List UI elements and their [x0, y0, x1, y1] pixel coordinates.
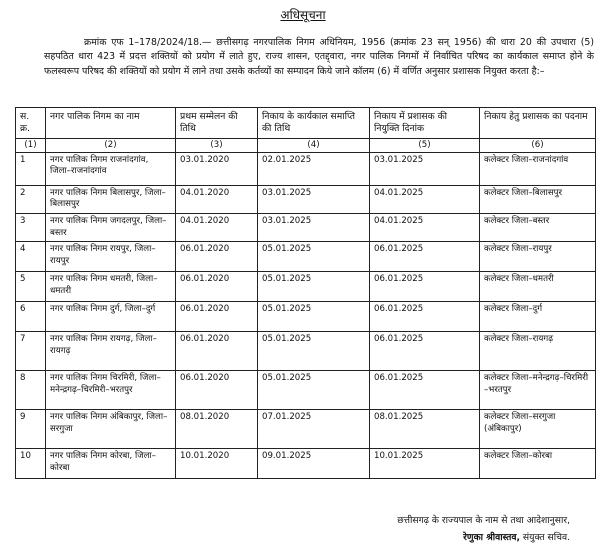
signatory-title: संयुक्त सचिव.: [520, 532, 570, 543]
row-appointment-date: 03.01.2025: [370, 152, 480, 185]
signature-block: [463, 530, 570, 543]
column-number: (6): [480, 138, 596, 152]
column-number: (3): [176, 138, 258, 152]
row-appointment-date: 06.01.2025: [370, 272, 480, 302]
row-first-meeting: 10.01.2020: [176, 449, 258, 479]
row-corporation-name: नगर पालिक निगम रायगढ़, जिला–रायगढ़: [46, 332, 176, 371]
column-number: (2): [46, 138, 176, 152]
row-appointment-date: 08.01.2025: [370, 410, 480, 449]
header-appointment-date: निकाय में प्रशासक की नियुक्ति दिनांक: [370, 108, 480, 139]
row-term-end: 03.01.2025: [258, 185, 370, 213]
row-appointment-date: 04.01.2025: [370, 185, 480, 213]
row-term-end: 05.01.2025: [258, 332, 370, 371]
table-row: [16, 242, 596, 272]
row-designation: कलेक्टर जिला–दुर्ग: [480, 302, 596, 332]
row-first-meeting: 06.01.2020: [176, 242, 258, 272]
row-corporation-name: नगर पालिक निगम चिरमिरी, जिला–मनेन्द्रगढ़–चिरमिरी–भरतपुर: [46, 371, 176, 410]
row-term-end: 05.01.2025: [258, 302, 370, 332]
row-first-meeting: 04.01.2020: [176, 214, 258, 242]
row-first-meeting: 06.01.2020: [176, 332, 258, 371]
row-first-meeting: 06.01.2020: [176, 371, 258, 410]
row-first-meeting: 06.01.2020: [176, 272, 258, 302]
row-designation: कलेक्टर जिला–मनेन्द्रगढ़–चिरमिरी –भरतपुर: [480, 371, 596, 410]
authority-line: छत्तीसगढ़ के राज्यपाल के नाम से तथा आदेशानुसार,: [397, 515, 570, 526]
notification-intro: क्रमांक एफ 1–178/2024/18.— छत्तीसगढ़ नगरपालिक निगम अधिनियम, 1956 (क्रमांक 23 सन् 1956) की धारा 20 की उपधारा (5) सहपठित धारा 423 में प्रदत्त शक्तियों को प्रयोग में लाते हुए, राज्य शासन, एतद्द्वारा, नगर पालिक निगमों में निर्वाचित परिषद का कार्यकाल समाप्त होने के फलस्वरूप परिषद की शक्तियों को प्रयोग में लाने तथा उसके कर्तव्यों का सम्पादन किये जाने कॉलम (6) में वर्णित अनुसार प्रशासक नियुक्त करता है:–: [44, 37, 594, 77]
row-designation: कलेक्टर जिला–बस्तर: [480, 214, 596, 242]
row-corporation-name: नगर पालिक निगम अंबिकापुर, जिला–सरगुजा: [46, 410, 176, 449]
row-appointment-date: 10.01.2025: [370, 449, 480, 479]
row-corporation-name: नगर पालिक निगम रायपुर, जिला–रायपुर: [46, 242, 176, 272]
row-serial: 3: [16, 214, 46, 242]
header-corporation-name: नगर पालिक निगम का नाम: [46, 108, 176, 139]
column-number: (5): [370, 138, 480, 152]
row-serial: 10: [16, 449, 46, 479]
row-serial: 5: [16, 272, 46, 302]
table-row: [16, 449, 596, 479]
row-appointment-date: 06.01.2025: [370, 242, 480, 272]
row-corporation-name: नगर पालिक निगम कोरबा, जिला–कोरबा: [46, 449, 176, 479]
administrator-table: [15, 107, 596, 479]
row-designation: कलेक्टर जिला–राजनांदगांव: [480, 152, 596, 185]
row-appointment-date: 06.01.2025: [370, 371, 480, 410]
table-row: [16, 410, 596, 449]
row-designation: कलेक्टर जिला–रायगढ़: [480, 332, 596, 371]
table-row: [16, 332, 596, 371]
signatory-name: रेणुका श्रीवास्तव,: [463, 532, 520, 543]
row-corporation-name: नगर पालिक निगम जगदलपुर, जिला–बस्तर: [46, 214, 176, 242]
table-header-row: [16, 108, 596, 139]
header-serial: स. क्र.: [16, 108, 46, 139]
row-serial: 6: [16, 302, 46, 332]
row-term-end: 07.01.2025: [258, 410, 370, 449]
row-serial: 7: [16, 332, 46, 371]
row-corporation-name: नगर पालिक निगम राजनांदगांव, जिला–राजनांदगांव: [46, 152, 176, 185]
row-designation: कलेक्टर जिला–धमतरी: [480, 272, 596, 302]
row-first-meeting: 08.01.2020: [176, 410, 258, 449]
row-corporation-name: नगर पालिक निगम धमतरी, जिला–धमतरी: [46, 272, 176, 302]
row-term-end: 05.01.2025: [258, 371, 370, 410]
header-designation: निकाय हेतु प्रशासक का पदनाम: [480, 108, 596, 139]
header-first-meeting: प्रथम सम्मेलन की तिथि: [176, 108, 258, 139]
row-term-end: 05.01.2025: [258, 272, 370, 302]
table-row: [16, 371, 596, 410]
row-term-end: 03.01.2025: [258, 214, 370, 242]
table-row: [16, 302, 596, 332]
row-term-end: 05.01.2025: [258, 242, 370, 272]
row-appointment-date: 04.01.2025: [370, 214, 480, 242]
row-appointment-date: 06.01.2025: [370, 302, 480, 332]
row-first-meeting: 04.01.2020: [176, 185, 258, 213]
row-designation: कलेक्टर जिला–कोरबा: [480, 449, 596, 479]
table-row: [16, 152, 596, 185]
table-body: [16, 152, 596, 478]
row-serial: 2: [16, 185, 46, 213]
row-corporation-name: नगर पालिक निगम बिलासपुर, जिला–बिलासपुर: [46, 185, 176, 213]
table-row: [16, 185, 596, 213]
row-serial: 1: [16, 152, 46, 185]
row-corporation-name: नगर पालिक निगम दुर्ग, जिला–दुर्ग: [46, 302, 176, 332]
header-term-end: निकाय के कार्यकाल समाप्ति की तिथि: [258, 108, 370, 139]
row-designation: कलेक्टर जिला–बिलासपुर: [480, 185, 596, 213]
row-first-meeting: 06.01.2020: [176, 302, 258, 332]
table-row: [16, 214, 596, 242]
row-first-meeting: 03.01.2020: [176, 152, 258, 185]
row-serial: 9: [16, 410, 46, 449]
row-serial: 4: [16, 242, 46, 272]
table-row: [16, 272, 596, 302]
row-term-end: 09.01.2025: [258, 449, 370, 479]
column-number: (4): [258, 138, 370, 152]
row-term-end: 02.01.2025: [258, 152, 370, 185]
row-designation: कलेक्टर जिला–सरगुजा (अंबिकापुर): [480, 410, 596, 449]
document-title: अधिसूचना: [280, 8, 326, 22]
column-number: (1): [16, 138, 46, 152]
row-serial: 8: [16, 371, 46, 410]
row-designation: कलेक्टर जिला–रायपुर: [480, 242, 596, 272]
row-appointment-date: 06.01.2025: [370, 332, 480, 371]
column-number-row: [16, 138, 596, 152]
